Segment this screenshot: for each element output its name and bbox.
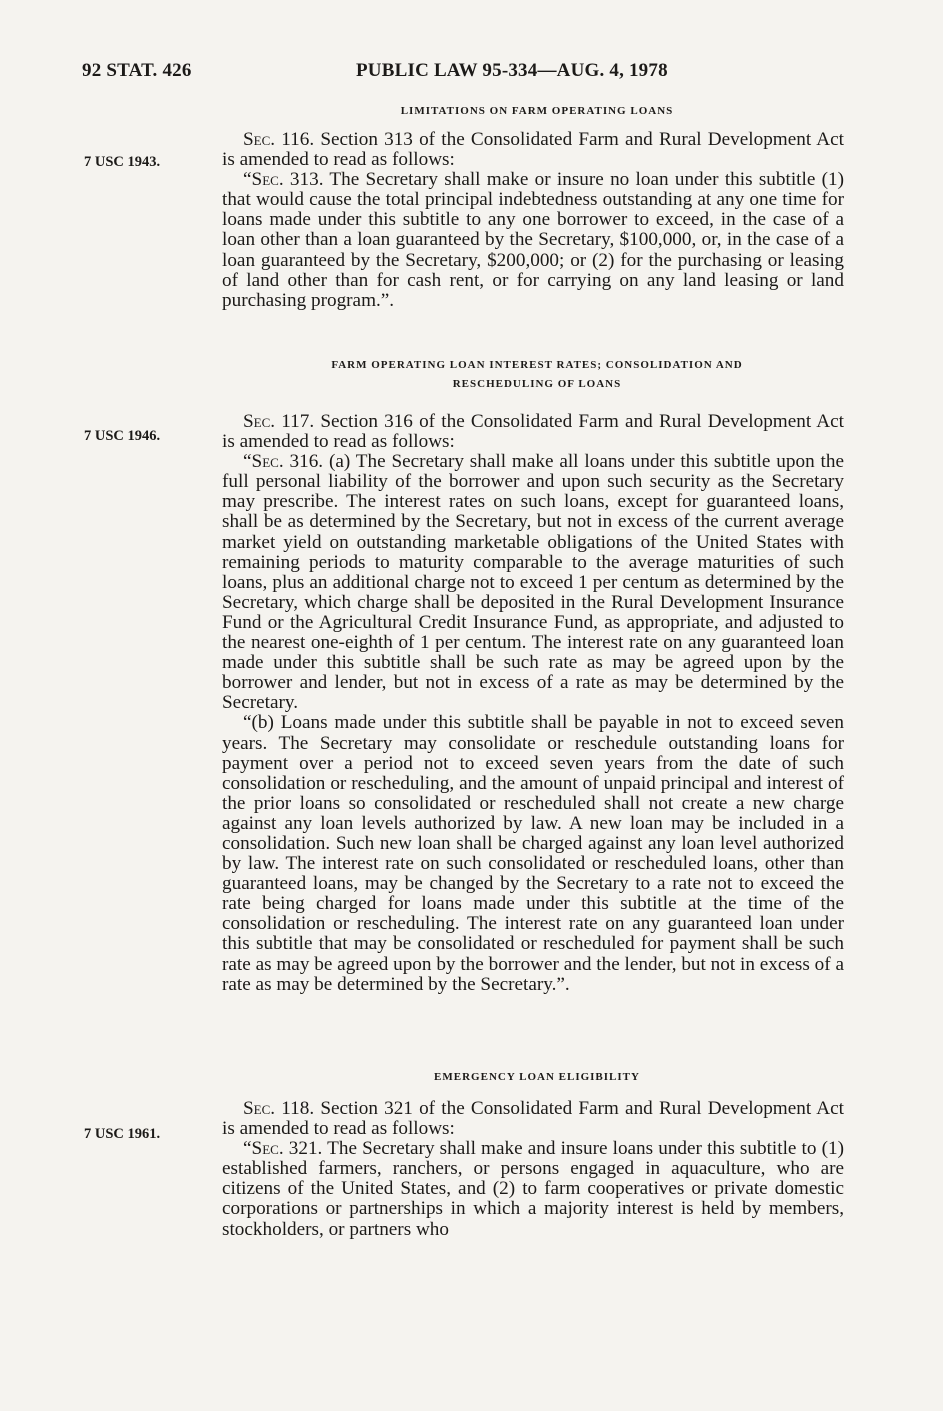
section-117: [222, 356, 844, 995]
intro-text: . 118. Section 321 of the Consolidated Farm and Rural Development Act is amended to read as follows:: [222, 1098, 844, 1140]
law-title: PUBLIC LAW 95-334—AUG. 4, 1978: [356, 60, 668, 81]
paragraph-text: . 316. (a) The Secretary shall make all loans under this subtitle upon the full personal liability of the borrower and upon such security as the Secretary may prescribe. The interest rates on such loans, except for guaranteed loans, shall be as determined by the Secretary, but not in excess of the current average market yield on outstanding marketable obligations of the United States with remaining periods to maturity comparable to the average maturities of such loans, plus an additional charge not to exceed 1 per centum as determined by the Secretary, which charge shall be deposited in the Rural Development Insurance Fund or the Agricultural Credit Insurance Fund, as appropriate, and adjusted to the nearest one-eighth of 1 per centum. The interest rate on any guaranteed loan made under this subtitle shall be such rate as may be agreed upon by the borrower and lender, but not in excess of a rate as may be determined by the Secretary.: [222, 451, 844, 714]
section-intro: [222, 1099, 844, 1139]
sec-label: Sec: [243, 1098, 271, 1119]
amended-text-paragraph: [222, 170, 844, 311]
sec-label: Sec: [251, 1138, 279, 1160]
section-intro: [222, 412, 844, 452]
quote-mark: “: [243, 1138, 252, 1160]
quote-mark: “: [243, 169, 252, 191]
margin-note-usc-1946: 7 USC 1946.: [84, 428, 161, 444]
section-intro: [222, 130, 844, 170]
amended-text-paragraph: [222, 452, 844, 713]
paragraph-text: . 321. The Secretary shall make and insure loans under this subtitle to (1) established farmers, ranchers, or persons engaged in aquaculture, who are citizens of the United States, and (2) to farm cooperatives or private domestic corporations or partnerships in which a majority interest is held by members, stockholders, or partners who: [222, 1138, 844, 1240]
section-118: [222, 1068, 844, 1240]
section-116: [222, 102, 844, 311]
section-caption: [222, 356, 844, 394]
running-head: [0, 60, 943, 90]
paragraph-text: “(b) Loans made under this subtitle shall be payable in not to exceed seven years. The Secretary may consolidate or reschedule outstanding loans for payment over a period not to exceed seven years from the date of such consolidation or rescheduling, and the amount of unpaid principal and interest of the prior loans so consolidated or rescheduled shall not create a new charge against any loan levels authorized by law. A new loan may be included in a consolidation. Such new loan shall be charged against any loan level authorized by law. The interest rate on such consolidated or rescheduled loans, other than guaranteed loans, may be changed by the Secretary to a rate not to exceed the rate being charged for loans made under this subtitle at the time of the consolidation or rescheduling. The interest rate on any guaranteed loan under this subtitle that may be consolidated or rescheduled for payment shall be such rate as may be agreed upon by the borrower and the lender, but not in excess of a rate as may be determined by the Secretary.”.: [222, 712, 844, 995]
margin-note-usc-1943: 7 USC 1943.: [84, 154, 161, 170]
sec-label: Sec: [251, 451, 279, 473]
section-caption: [222, 1068, 844, 1087]
amended-text-paragraph: [222, 713, 844, 994]
quote-mark: “: [243, 451, 252, 473]
paragraph-text: . 313. The Secretary shall make or insure no loan under this subtitle (1) that would cause the total principal indebtedness outstanding at any one time for loans made under this subtitle to any one borrower to exceed, in the case of a loan other than a loan guaranteed by the Secretary, $100,000, or, in the case of a loan guaranteed by the Secretary, $200,000; or (2) for the purchasing or leasing of land other than for cash rent, or for carrying on any land leasing or land purchasing program.”.: [222, 169, 844, 311]
intro-text: . 117. Section 316 of the Consolidated Farm and Rural Development Act is amended to read as follows:: [222, 411, 844, 453]
sec-label: Sec: [251, 169, 279, 191]
caption-line: LIMITATIONS ON FARM OPERATING LOANS: [400, 105, 674, 117]
caption-line: EMERGENCY LOAN ELIGIBILITY: [434, 1071, 640, 1083]
amended-text-paragraph: [222, 1139, 844, 1239]
sec-label: Sec: [243, 411, 271, 432]
intro-text: . 116. Section 313 of the Consolidated Farm and Rural Development Act is amended to read as follows:: [222, 129, 844, 171]
caption-line: FARM OPERATING LOAN INTEREST RATES; CONSOLIDATION AND: [331, 359, 743, 371]
margin-note-usc-1961: 7 USC 1961.: [84, 1126, 161, 1142]
sec-label: Sec: [243, 129, 271, 150]
section-caption: [222, 102, 844, 121]
caption-line: RESCHEDULING OF LOANS: [452, 378, 622, 390]
stat-citation: 92 STAT. 426: [82, 60, 192, 81]
